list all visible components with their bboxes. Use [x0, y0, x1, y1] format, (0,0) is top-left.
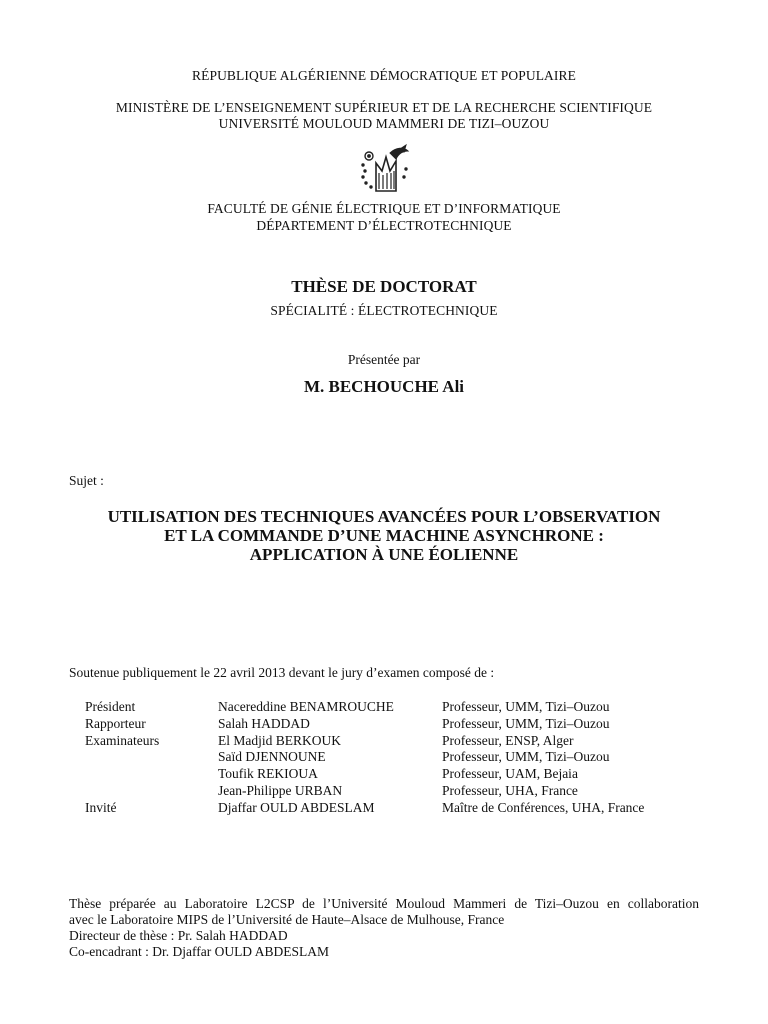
author-name: M. BECHOUCHE Ali: [303, 377, 465, 396]
jury-role: Président: [85, 699, 136, 714]
co-supervisor: Co-encadrant : Dr. Djaffar OULD ABDESLAM: [69, 944, 329, 959]
jury-name: Toufik REKIOUA: [218, 766, 318, 782]
jury-name: Djaffar OULD ABDESLAM: [218, 799, 375, 815]
jury-position: Professeur, UMM, Tizi–Ouzou: [442, 715, 610, 731]
ministry-header: MINISTÈRE DE L’ENSEIGNEMENT SUPÉRIEUR ET DE LA RECHERCHE SCIENTIFIQUE: [115, 100, 653, 115]
jury-position: Maître de Conférences, UHA, France: [442, 799, 645, 815]
jury-position: Professeur, UHA, France: [442, 782, 578, 798]
thesis-director: Directeur de thèse : Pr. Salah HADDAD: [69, 928, 288, 943]
faculty-header: FACULTÉ DE GÉNIE ÉLECTRIQUE ET D’INFORMATIQUE: [207, 201, 561, 216]
university-emblem-icon: [360, 143, 412, 195]
jury-name: Salah HADDAD: [218, 715, 310, 731]
republic-header: RÉPUBLIQUE ALGÉRIENNE DÉMOCRATIQUE ET POPULAIRE: [192, 68, 576, 83]
footer-lab-line-1: Thèse préparée au Laboratoire L2CSP de l’Université Mouloud Mammeri de Tizi–Ouzou en collaboration: [69, 896, 699, 911]
presented-by-label: Présentée par: [347, 352, 421, 367]
subject-label: Sujet :: [69, 473, 104, 488]
thesis-type: THÈSE DE DOCTORAT: [291, 277, 477, 296]
jury-position: Professeur, UMM, Tizi–Ouzou: [442, 749, 610, 765]
defense-statement: Soutenue publiquement le 22 avril 2013 devant le jury d’examen composé de :: [69, 665, 495, 680]
jury-position: Professeur, ENSP, Alger: [442, 732, 574, 748]
jury-role: Invité: [85, 799, 117, 815]
jury-role: Examinateurs: [85, 732, 160, 748]
jury-name: Nacereddine BENAMROUCHE: [218, 699, 394, 714]
jury-name: El Madjid BERKOUK: [218, 732, 341, 748]
jury-role: Rapporteur: [85, 715, 146, 731]
thesis-specialty: SPÉCIALITÉ : ÉLECTROTECHNIQUE: [270, 303, 498, 318]
jury-position: Professeur, UAM, Bejaia: [442, 766, 578, 782]
department-header: DÉPARTEMENT D’ÉLECTROTECHNIQUE: [256, 218, 512, 233]
subject-line-1: UTILISATION DES TECHNIQUES AVANCÉES POUR L’OBSERVATION: [107, 507, 661, 526]
jury-name: Saïd DJENNOUNE: [218, 749, 326, 765]
footer-lab-line-2: avec le Laboratoire MIPS de l’Université de Haute–Alsace de Mulhouse, France: [69, 912, 505, 927]
jury-name: Jean-Philippe URBAN: [218, 782, 343, 798]
subject-line-2: ET LA COMMANDE D’UNE MACHINE ASYNCHRONE :: [164, 526, 604, 545]
subject-line-3: APPLICATION À UNE ÉOLIENNE: [249, 545, 519, 564]
university-header: UNIVERSITÉ MOULOUD MAMMERI DE TIZI–OUZOU: [218, 116, 550, 131]
jury-position: Professeur, UMM, Tizi–Ouzou: [442, 699, 610, 714]
